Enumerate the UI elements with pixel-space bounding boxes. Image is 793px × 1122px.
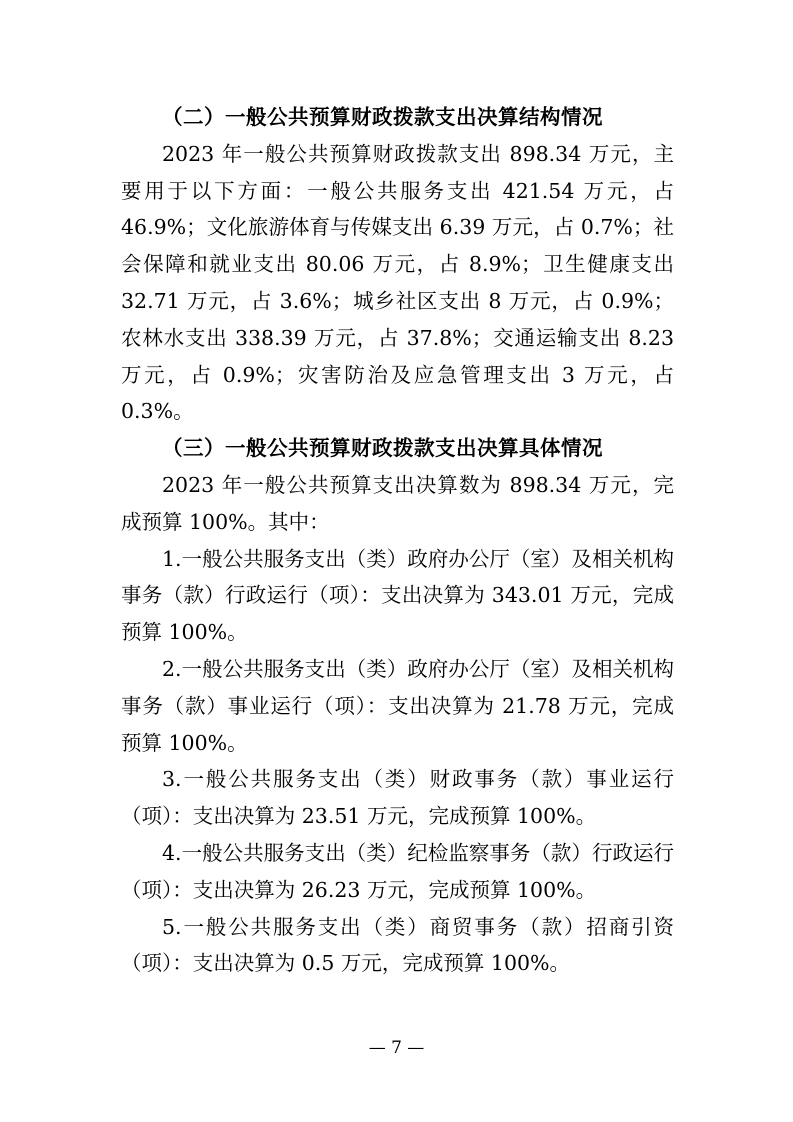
page-number: — 7 — bbox=[368, 1038, 425, 1058]
detail-item-3: 3.一般公共服务支出（类）财政事务（款）事业运行（项）：支出决算为 23.51 万元，完成预算 100%。 bbox=[121, 767, 674, 829]
document-body bbox=[121, 99, 674, 982]
detail-item-4: 4.一般公共服务支出（类）纪检监察事务（款）行政运行（项）：支出决算为 26.23 万元，完成预算 100%。 bbox=[121, 840, 674, 902]
section-heading-details: （三）一般公共预算财政拨款支出决算具体情况 bbox=[162, 436, 603, 461]
detail-item-5: 5.一般公共服务支出（类）商贸事务（款）招商引资（项）：支出决算为 0.5 万元，完成预算 100%。 bbox=[121, 914, 674, 976]
structure-paragraph: 2023 年一般公共预算财政拨款支出 898.34 万元，主要用于以下方面：一般公共服务支出 421.54 万元，占 46.9%；文化旅游体育与传媒支出 6.39 万元，占 0.7%；社会保障和就业支出 80.06 万元，占 8.9%；卫生健康支出 32.71 万元，占 3.6%；城乡社区支出 8 万元，占 0.9%；农林水支出 338.39 万元，占 37.8%；交通运输支出 8.23 万元，占 0.9%；灾害防治及应急管理支出 3 万元，占 0.3%。 bbox=[121, 141, 674, 424]
detail-item-2: 2.一般公共服务支出（类）政府办公厅（室）及相关机构事务（款）事业运行（项）：支出决算为 21.78 万元，完成预算 100%。 bbox=[121, 656, 674, 755]
detail-item-1: 1.一般公共服务支出（类）政府办公厅（室）及相关机构事务（款）行政运行（项）：支出决算为 343.01 万元，完成预算 100%。 bbox=[121, 546, 674, 645]
details-intro-paragraph: 2023 年一般公共预算支出决算数为 898.34 万元，完成预算 100%。其中： bbox=[121, 472, 674, 534]
section-heading-structure: （二）一般公共预算财政拨款支出决算结构情况 bbox=[162, 105, 603, 129]
